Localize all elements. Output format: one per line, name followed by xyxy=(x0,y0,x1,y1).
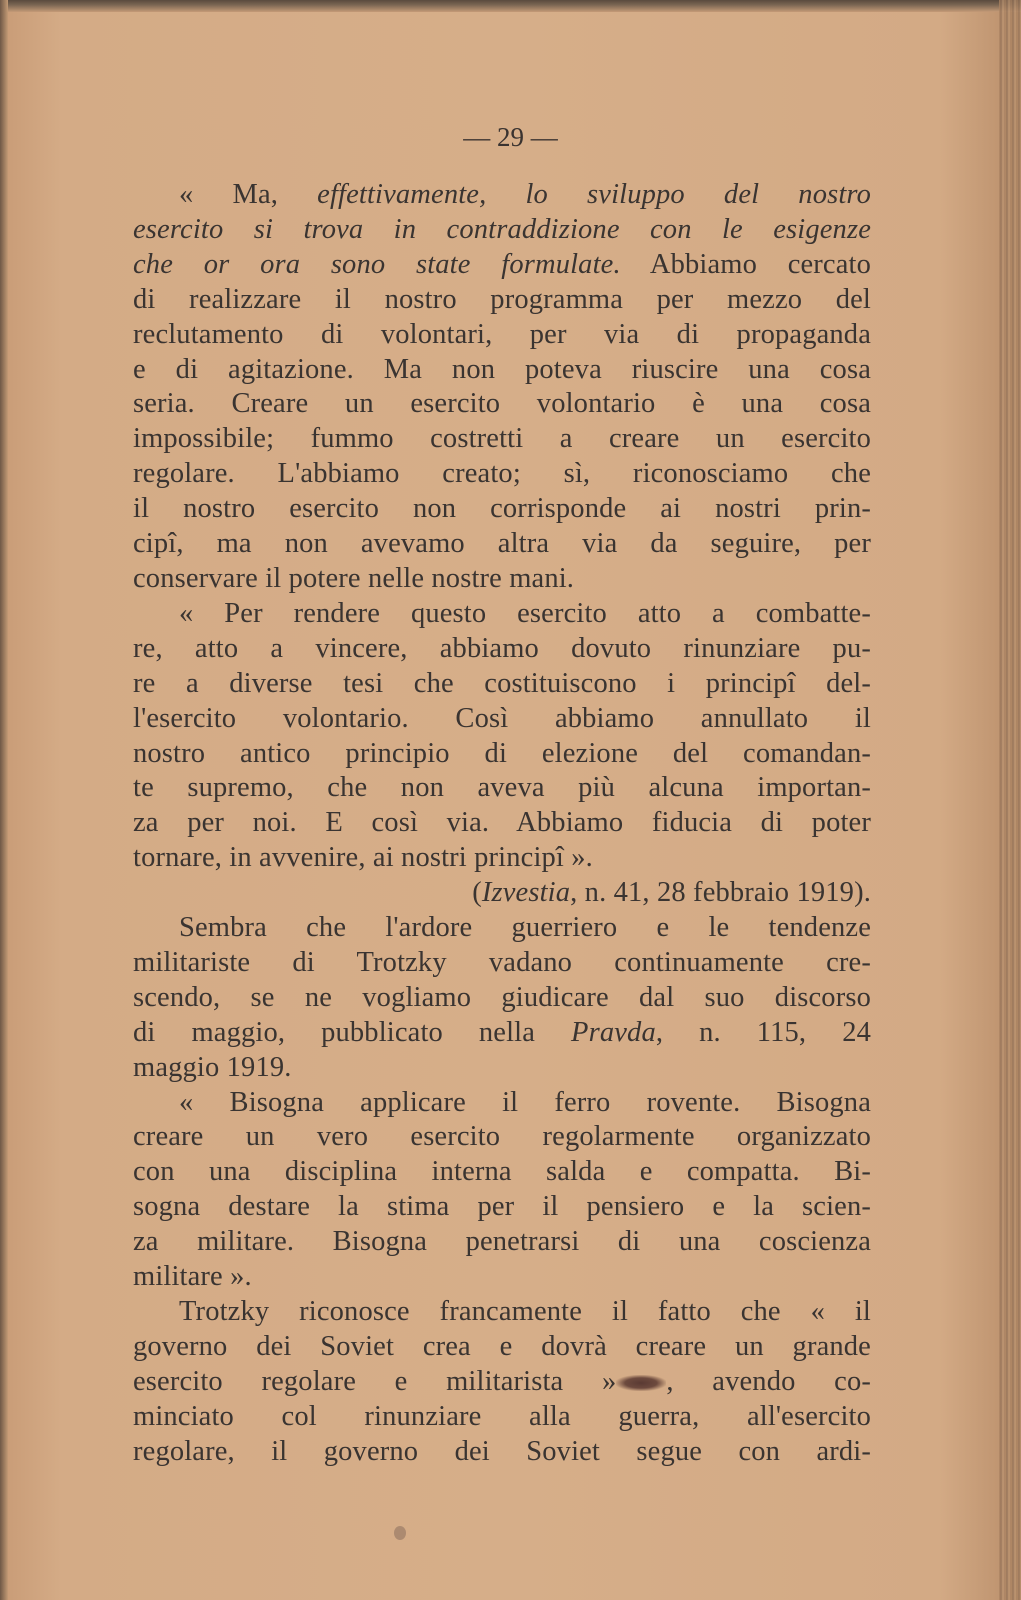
text-segment: tornare, in avvenire, ai nostri principî ». xyxy=(133,842,593,874)
page-number: — 29 — xyxy=(463,122,558,152)
text-segment: regolare. L'abbiamo creato; sì, riconosciamo che xyxy=(133,458,871,490)
text-segment: e di agitazione. Ma non poteva riuscire una cosa xyxy=(133,353,871,385)
text-segment: creare un vero esercito regolarmente organizzato xyxy=(133,1121,871,1153)
text-segment: minciato col rinunziare alla guerra, all'esercito xyxy=(133,1400,871,1432)
text-line xyxy=(133,1330,871,1365)
text-segment: « Per rendere questo esercito atto a combatte- xyxy=(179,597,871,629)
text-segment: nostro antico principio di elezione del comandan- xyxy=(133,737,871,769)
text-segment: cipî, ma non avevamo altra via da seguire, per xyxy=(133,528,871,560)
text-segment: « Ma, xyxy=(179,179,318,210)
text-segment: , n. 41, 28 febbraio 1919). xyxy=(570,877,871,909)
text-line xyxy=(133,318,871,353)
text-segment: sogna destare la stima per il pensiero e la scien- xyxy=(133,1191,871,1223)
text-segment: te supremo, che non aveva più alcuna importan- xyxy=(133,772,871,804)
text-line xyxy=(133,213,871,248)
page-right-edge xyxy=(999,0,1021,1600)
text-line xyxy=(133,248,871,283)
text-segment: maggio 1919. xyxy=(133,1051,292,1083)
text-line xyxy=(133,841,871,876)
text-line xyxy=(133,771,871,806)
text-line xyxy=(133,562,871,597)
text-line xyxy=(133,1016,871,1051)
text-segment: di maggio, pubblicato nella xyxy=(133,1016,572,1048)
text-segment: , avendo co- xyxy=(666,1365,871,1397)
italic-text: effettivamente, lo sviluppo del nostro xyxy=(317,179,871,210)
text-segment: l'esercito volontario. Così abbiamo annullato il xyxy=(133,702,871,734)
text-segment: Trotzky riconosce francamente il fatto che « il xyxy=(179,1296,871,1327)
ink-smudge xyxy=(616,1375,666,1391)
text-segment: militare ». xyxy=(133,1261,252,1293)
text-segment: Abbiamo cercato xyxy=(620,248,871,280)
page-top-edge xyxy=(0,0,1021,12)
text-line xyxy=(133,492,871,527)
text-line xyxy=(133,1190,871,1225)
page-left-edge xyxy=(0,0,8,1600)
text-segment: regolare, il governo dei Soviet segue con ardi- xyxy=(133,1435,871,1467)
text-line xyxy=(133,353,871,388)
italic-text: esercito si trova in contraddizione con le esigenze xyxy=(133,213,871,245)
body-text xyxy=(133,178,871,1470)
italic-text: Pravda xyxy=(571,1016,656,1048)
text-line xyxy=(133,422,871,457)
text-line xyxy=(133,457,871,492)
text-segment: con una disciplina interna salda e compatta. Bi- xyxy=(133,1156,871,1188)
text-line xyxy=(133,1086,871,1121)
text-line xyxy=(133,667,871,702)
text-segment: conservare il potere nelle nostre mani. xyxy=(133,562,575,594)
text-segment: za per noi. E così via. Abbiamo fiducia di poter xyxy=(133,807,871,839)
text-segment: « Bisogna applicare il ferro rovente. Bisogna xyxy=(179,1086,871,1118)
text-line xyxy=(133,981,871,1016)
text-segment: reclutamento di volontari, per via di propaganda xyxy=(133,318,871,350)
text-segment: re, atto a vincere, abbiamo dovuto rinunziare pu- xyxy=(133,632,871,664)
text-line xyxy=(133,1120,871,1155)
text-line xyxy=(133,806,871,841)
text-line xyxy=(133,1400,871,1435)
text-line xyxy=(133,178,871,213)
text-segment: za militare. Bisogna penetrarsi di una coscienza xyxy=(133,1226,871,1258)
text-line xyxy=(133,737,871,772)
text-line xyxy=(133,702,871,737)
text-segment: ( xyxy=(472,877,482,909)
text-line xyxy=(133,1155,871,1190)
text-segment: governo dei Soviet crea e dovrà creare un grande xyxy=(133,1330,871,1362)
text-segment: esercito regolare e militarista » xyxy=(133,1365,617,1397)
text-segment: il nostro esercito non corrisponde ai nostri prin- xyxy=(133,493,871,525)
text-segment: , n. 115, 24 xyxy=(655,1016,872,1048)
text-segment: di realizzare il nostro programma per mezzo del xyxy=(133,283,871,315)
text-line xyxy=(133,911,871,946)
text-segment: re a diverse tesi che costituiscono i principî del- xyxy=(133,667,871,699)
italic-text: Izvestia xyxy=(481,877,571,909)
text-line xyxy=(133,1295,871,1330)
text-segment: impossibile; fummo costretti a creare un esercito xyxy=(133,423,871,455)
text-segment: militariste di Trotzky vadano continuamente cre- xyxy=(133,946,871,978)
text-line xyxy=(133,1051,871,1086)
text-line xyxy=(133,283,871,318)
text-line xyxy=(133,387,871,422)
text-line xyxy=(133,1225,871,1260)
text-line xyxy=(133,1365,871,1400)
text-line xyxy=(133,876,871,911)
text-line xyxy=(133,946,871,981)
text-segment: Sembra che l'ardore guerriero e le tendenze xyxy=(179,912,871,944)
text-segment: scendo, se ne vogliamo giudicare dal suo discorso xyxy=(133,981,871,1013)
text-segment: seria. Creare un esercito volontario è una cosa xyxy=(133,388,871,420)
text-line xyxy=(133,597,871,632)
text-line xyxy=(133,527,871,562)
text-line xyxy=(133,1260,871,1295)
text-line xyxy=(133,1435,871,1470)
text-line xyxy=(133,632,871,667)
italic-text: che or ora sono state formulate. xyxy=(133,248,621,280)
ink-stain xyxy=(394,1526,406,1540)
